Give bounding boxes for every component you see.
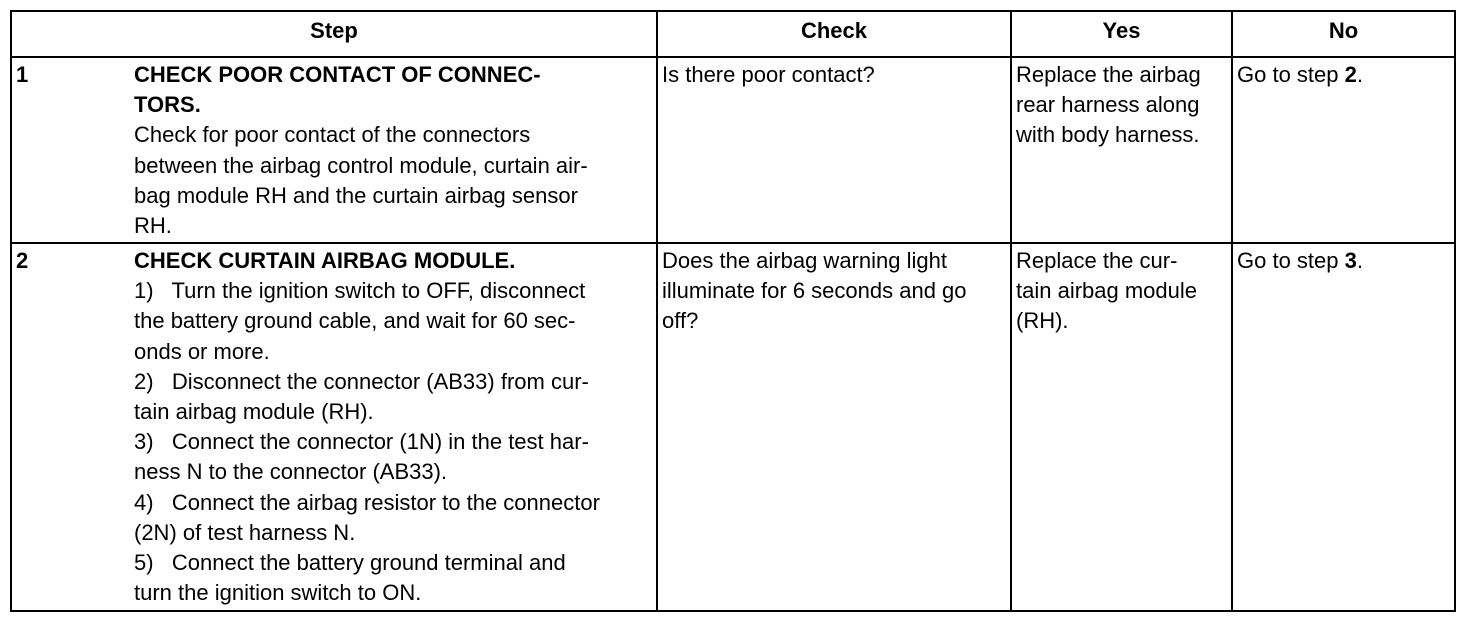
step-body-line: the battery ground cable, and wait for 60 sec- bbox=[134, 308, 576, 334]
yes-cell bbox=[1011, 57, 1232, 243]
table-row bbox=[11, 57, 1455, 243]
step-body-line: RH. bbox=[134, 213, 172, 239]
yes-line: Replace the cur- bbox=[1016, 248, 1178, 273]
step-body-line: bag module RH and the curtain airbag sensor bbox=[134, 182, 578, 208]
yes-line: tain airbag module bbox=[1016, 278, 1198, 304]
diagnostic-table bbox=[10, 10, 1456, 612]
header-no: No bbox=[1232, 11, 1455, 57]
table-row bbox=[11, 243, 1455, 611]
check-line: illuminate for 6 seconds and go bbox=[662, 278, 967, 304]
check-cell bbox=[657, 243, 1011, 611]
yes-line: rear harness along bbox=[1016, 92, 1200, 118]
step-body-line: 5) Connect the battery ground terminal and bbox=[134, 550, 566, 576]
step-number: 2 bbox=[16, 248, 29, 273]
step-body-line: onds or more. bbox=[134, 338, 270, 364]
step-body-line: 1) Turn the ignition switch to OFF, disconnect bbox=[134, 278, 586, 304]
step-number: 1 bbox=[16, 62, 29, 87]
yes-line: with body harness. bbox=[1016, 122, 1200, 148]
step-title-line: CHECK POOR CONTACT OF CONNEC- bbox=[134, 62, 541, 87]
step-cell bbox=[11, 57, 657, 243]
check-line: Is there poor contact? bbox=[662, 62, 875, 87]
no-line bbox=[1237, 60, 1450, 90]
step-body-line: turn the ignition switch to ON. bbox=[134, 580, 422, 606]
no-step-number: 2 bbox=[1344, 62, 1357, 87]
step-body-line: tain airbag module (RH). bbox=[134, 399, 374, 425]
header-step: Step bbox=[11, 11, 657, 57]
header-check: Check bbox=[657, 11, 1011, 57]
step-body-line: Check for poor contact of the connectors bbox=[134, 122, 531, 148]
no-cell bbox=[1232, 243, 1455, 611]
no-suffix: . bbox=[1356, 248, 1363, 273]
no-suffix: . bbox=[1356, 62, 1363, 87]
no-cell bbox=[1232, 57, 1455, 243]
no-line bbox=[1237, 246, 1450, 276]
step-body-line: ness N to the connector (AB33). bbox=[134, 459, 448, 485]
yes-line: Replace the airbag bbox=[1016, 62, 1201, 87]
check-line: off? bbox=[662, 308, 699, 334]
step-cell bbox=[11, 243, 657, 611]
step-body-line: 2) Disconnect the connector (AB33) from cur- bbox=[134, 368, 589, 394]
header-yes: Yes bbox=[1011, 11, 1232, 57]
step-body-line: 3) Connect the connector (1N) in the test har- bbox=[134, 429, 589, 455]
no-prefix: Go to step bbox=[1237, 62, 1345, 87]
check-cell bbox=[657, 57, 1011, 243]
step-title-line: TORS. bbox=[134, 92, 201, 118]
no-prefix: Go to step bbox=[1237, 248, 1345, 273]
step-body-line: 4) Connect the airbag resistor to the connector bbox=[134, 489, 600, 515]
step-body-line: (2N) of test harness N. bbox=[134, 519, 356, 545]
step-title-line: CHECK CURTAIN AIRBAG MODULE. bbox=[134, 248, 516, 273]
step-body-line: between the airbag control module, curtain air- bbox=[134, 152, 588, 178]
no-step-number: 3 bbox=[1344, 248, 1357, 273]
header-row bbox=[11, 11, 1455, 57]
check-line: Does the airbag warning light bbox=[662, 248, 947, 273]
yes-cell bbox=[1011, 243, 1232, 611]
yes-line: (RH). bbox=[1016, 308, 1069, 334]
